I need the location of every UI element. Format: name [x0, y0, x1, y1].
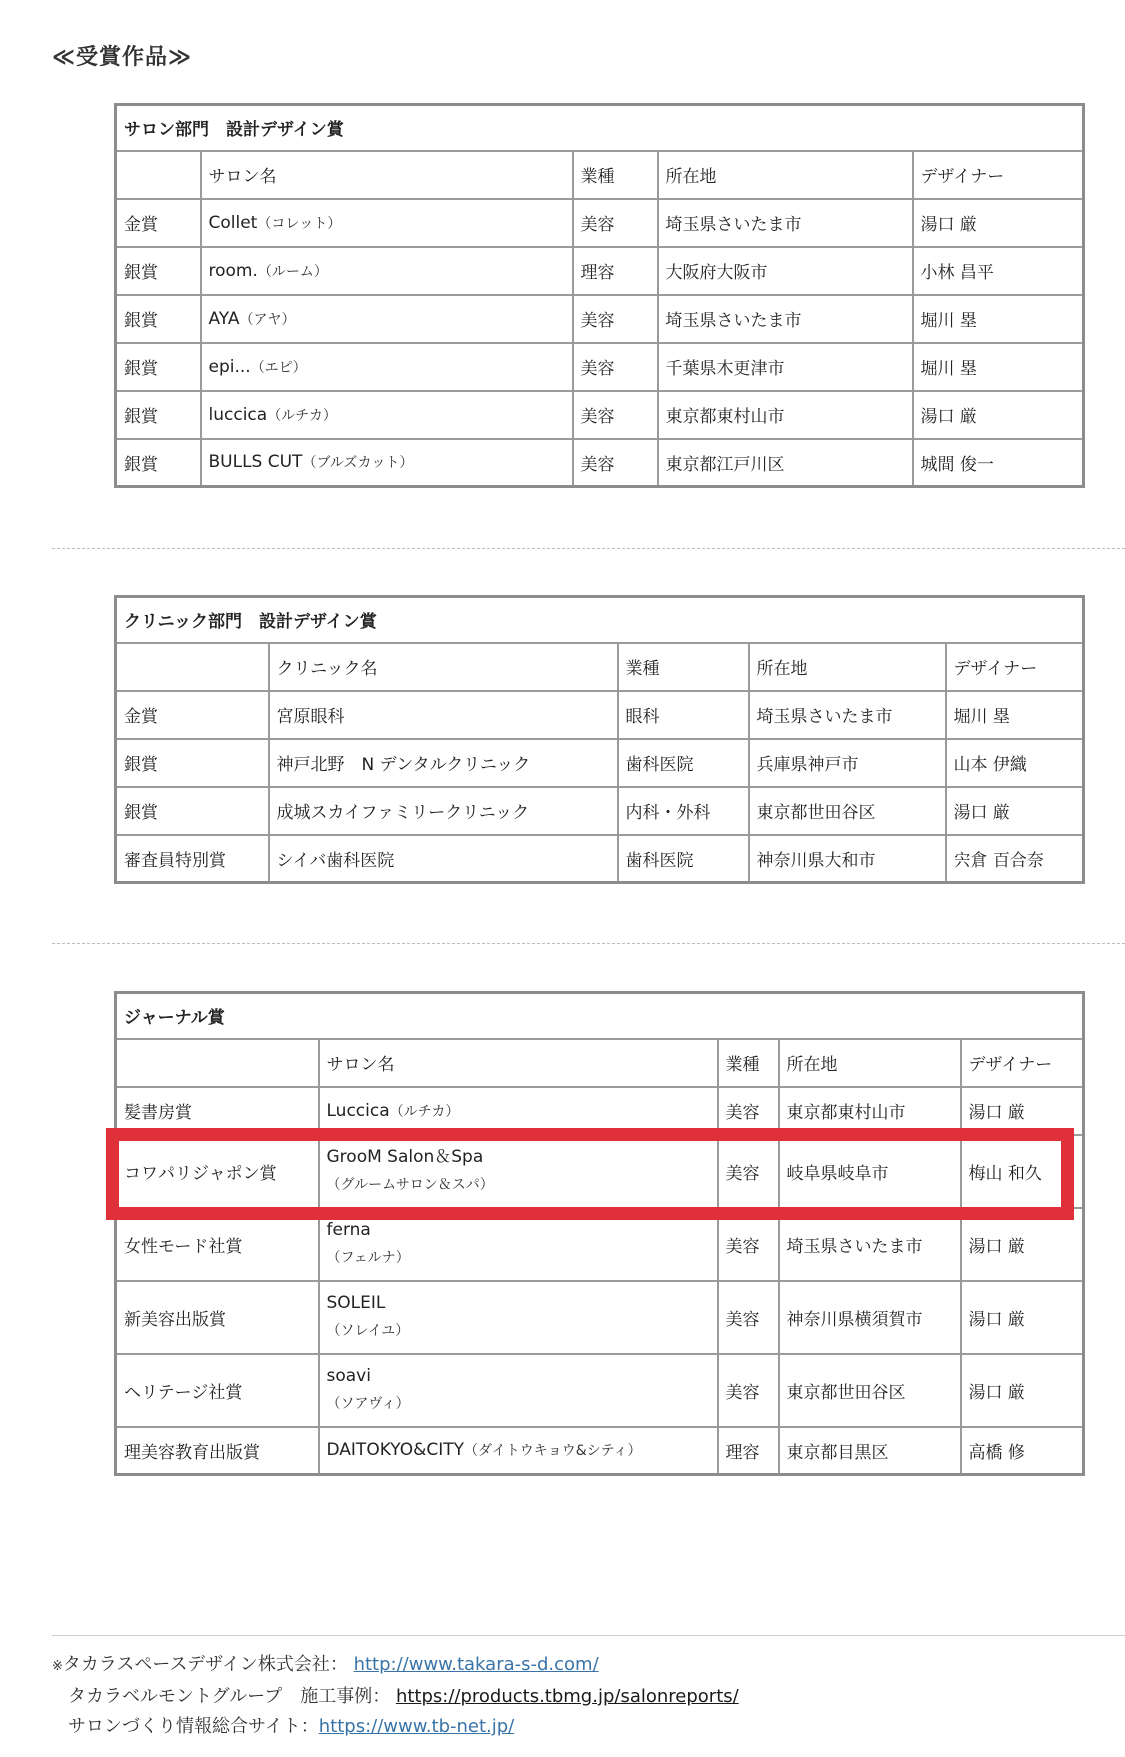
name-cell: luccica（ルチカ） — [201, 391, 573, 439]
award-cell: 女性モード社賞 — [116, 1208, 319, 1281]
name-cell: シイバ歯科医院 — [269, 835, 618, 883]
name-cell: BULLS CUT（ブルズカット） — [201, 439, 573, 487]
name-cell: epi...（エピ） — [201, 343, 573, 391]
designer-cell: 梅山 和久 — [961, 1135, 1084, 1208]
award-cell: ヘリテージ社賞 — [116, 1354, 319, 1427]
header-cell: サロン名 — [201, 151, 573, 199]
table-caption: クリニック部門 設計デザイン賞 — [116, 597, 1084, 643]
name-cell: soavi （ソアヴィ） — [319, 1354, 718, 1427]
award-cell: 銀賞 — [116, 739, 269, 787]
location-cell: 東京都東村山市 — [779, 1087, 961, 1135]
location-cell: 東京都東村山市 — [658, 391, 913, 439]
designer-cell: 湯口 厳 — [961, 1087, 1084, 1135]
table-row — [116, 439, 1084, 487]
award-cell: 銀賞 — [116, 295, 201, 343]
location-cell: 神奈川県大和市 — [749, 835, 946, 883]
reports-link[interactable]: https://products.tbmg.jp/salonreports/ — [395, 1686, 739, 1707]
table-row — [116, 1427, 1084, 1475]
header-cell: 所在地 — [658, 151, 913, 199]
footer-line-site: サロンづくり情報総合サイト：https://www.tb-net.jp/ — [68, 1716, 515, 1737]
type-cell: 美容 — [573, 295, 658, 343]
name-cell: 神戸北野 N デンタルクリニック — [269, 739, 618, 787]
clinic-award-table — [114, 595, 1085, 884]
designer-cell: 湯口 厳 — [961, 1281, 1084, 1354]
designer-cell: 小林 昌平 — [913, 247, 1084, 295]
page-heading: ≪受賞作品≫ — [52, 45, 193, 70]
footer-line-company: ※タカラスペースデザイン株式会社： http://www.takara-s-d.com/ — [52, 1654, 599, 1675]
award-cell: 銀賞 — [116, 247, 201, 295]
type-cell: 美容 — [718, 1281, 779, 1354]
table-header-row — [116, 1039, 1084, 1087]
type-cell: 美容 — [718, 1135, 779, 1208]
name-cell: AYA（アヤ） — [201, 295, 573, 343]
location-cell: 東京都江戸川区 — [658, 439, 913, 487]
location-cell: 埼玉県さいたま市 — [658, 199, 913, 247]
award-cell: 銀賞 — [116, 787, 269, 835]
location-cell: 兵庫県神戸市 — [749, 739, 946, 787]
journal-award-table — [114, 991, 1085, 1476]
name-cell: ferna （フェルナ） — [319, 1208, 718, 1281]
designer-cell: 宍倉 百合奈 — [946, 835, 1084, 883]
header-cell: 業種 — [718, 1039, 779, 1087]
header-cell — [116, 1039, 319, 1087]
location-cell: 岐阜県岐阜市 — [779, 1135, 961, 1208]
header-cell: 所在地 — [749, 643, 946, 691]
type-cell: 理容 — [718, 1427, 779, 1475]
designer-cell: 湯口 厳 — [961, 1208, 1084, 1281]
award-cell: 銀賞 — [116, 391, 201, 439]
designer-cell: 高橋 修 — [961, 1427, 1084, 1475]
table-row — [116, 1281, 1084, 1354]
designer-cell: 湯口 厳 — [961, 1354, 1084, 1427]
type-cell: 美容 — [573, 199, 658, 247]
section-divider — [52, 548, 1125, 549]
award-cell: 金賞 — [116, 199, 201, 247]
location-cell: 東京都世田谷区 — [749, 787, 946, 835]
header-cell: サロン名 — [319, 1039, 718, 1087]
designer-cell: 山本 伊織 — [946, 739, 1084, 787]
designer-cell: 湯口 厳 — [946, 787, 1084, 835]
section-divider — [52, 943, 1125, 944]
type-cell: 理容 — [573, 247, 658, 295]
designer-cell: 堀川 塁 — [946, 691, 1084, 739]
table-caption: サロン部門 設計デザイン賞 — [116, 105, 1084, 151]
location-cell: 千葉県木更津市 — [658, 343, 913, 391]
table-row — [116, 391, 1084, 439]
type-cell: 美容 — [718, 1354, 779, 1427]
site-link[interactable]: https://www.tb-net.jp/ — [318, 1716, 515, 1737]
location-cell: 東京都目黒区 — [779, 1427, 961, 1475]
award-cell: 審査員特別賞 — [116, 835, 269, 883]
table-row — [116, 739, 1084, 787]
type-cell: 美容 — [718, 1087, 779, 1135]
table-row — [116, 1354, 1084, 1427]
footer — [52, 1650, 739, 1742]
footer-divider — [52, 1635, 1125, 1636]
header-cell: デザイナー — [946, 643, 1084, 691]
header-cell — [116, 151, 201, 199]
award-cell: 銀賞 — [116, 343, 201, 391]
header-cell: 業種 — [573, 151, 658, 199]
table-row — [116, 787, 1084, 835]
name-cell: Luccica（ルチカ） — [319, 1087, 718, 1135]
type-cell: 内科・外科 — [618, 787, 749, 835]
name-cell: DAITOKYO&CITY（ダイトウキョウ&シティ） — [319, 1427, 718, 1475]
company-link[interactable]: http://www.takara-s-d.com/ — [353, 1654, 599, 1675]
award-cell: 金賞 — [116, 691, 269, 739]
header-cell — [116, 643, 269, 691]
table-header-row — [116, 643, 1084, 691]
award-cell: 銀賞 — [116, 439, 201, 487]
header-cell: 所在地 — [779, 1039, 961, 1087]
type-cell: 歯科医院 — [618, 739, 749, 787]
award-cell: コワパリジャポン賞 — [116, 1135, 319, 1208]
highlight-box — [106, 1128, 1074, 1220]
location-cell: 神奈川県横須賀市 — [779, 1281, 961, 1354]
award-cell: 新美容出版賞 — [116, 1281, 319, 1354]
type-cell: 美容 — [573, 391, 658, 439]
type-cell: 美容 — [573, 343, 658, 391]
footer-line-reports: タカラベルモントグループ 施工事例： https://products.tbmg.jp/salonreports/ — [68, 1686, 739, 1707]
type-cell: 美容 — [718, 1208, 779, 1281]
table-caption: ジャーナル賞 — [116, 993, 1084, 1039]
designer-cell: 湯口 厳 — [913, 391, 1084, 439]
type-cell: 歯科医院 — [618, 835, 749, 883]
header-cell: 業種 — [618, 643, 749, 691]
award-cell: 髪書房賞 — [116, 1087, 319, 1135]
designer-cell: 城間 俊一 — [913, 439, 1084, 487]
name-cell: Collet（コレット） — [201, 199, 573, 247]
name-cell: GrooM Salon＆Spa （グルームサロン＆スパ） — [319, 1135, 718, 1208]
name-cell: SOLEIL （ソレイユ） — [319, 1281, 718, 1354]
table-header-row — [116, 151, 1084, 199]
header-cell: クリニック名 — [269, 643, 618, 691]
table-row — [116, 343, 1084, 391]
type-cell: 眼科 — [618, 691, 749, 739]
award-cell: 理美容教育出版賞 — [116, 1427, 319, 1475]
table-row — [116, 199, 1084, 247]
designer-cell: 堀川 塁 — [913, 295, 1084, 343]
table-row — [116, 835, 1084, 883]
designer-cell: 堀川 塁 — [913, 343, 1084, 391]
table-row — [116, 691, 1084, 739]
header-cell: デザイナー — [913, 151, 1084, 199]
table-row — [116, 247, 1084, 295]
table-row — [116, 295, 1084, 343]
location-cell: 大阪府大阪市 — [658, 247, 913, 295]
salon-award-table — [114, 103, 1085, 488]
location-cell: 埼玉県さいたま市 — [779, 1208, 961, 1281]
location-cell: 埼玉県さいたま市 — [658, 295, 913, 343]
location-cell: 埼玉県さいたま市 — [749, 691, 946, 739]
name-cell: 宮原眼科 — [269, 691, 618, 739]
name-cell: room.（ルーム） — [201, 247, 573, 295]
header-cell: デザイナー — [961, 1039, 1084, 1087]
type-cell: 美容 — [573, 439, 658, 487]
name-cell: 成城スカイファミリークリニック — [269, 787, 618, 835]
location-cell: 東京都世田谷区 — [779, 1354, 961, 1427]
designer-cell: 湯口 厳 — [913, 199, 1084, 247]
